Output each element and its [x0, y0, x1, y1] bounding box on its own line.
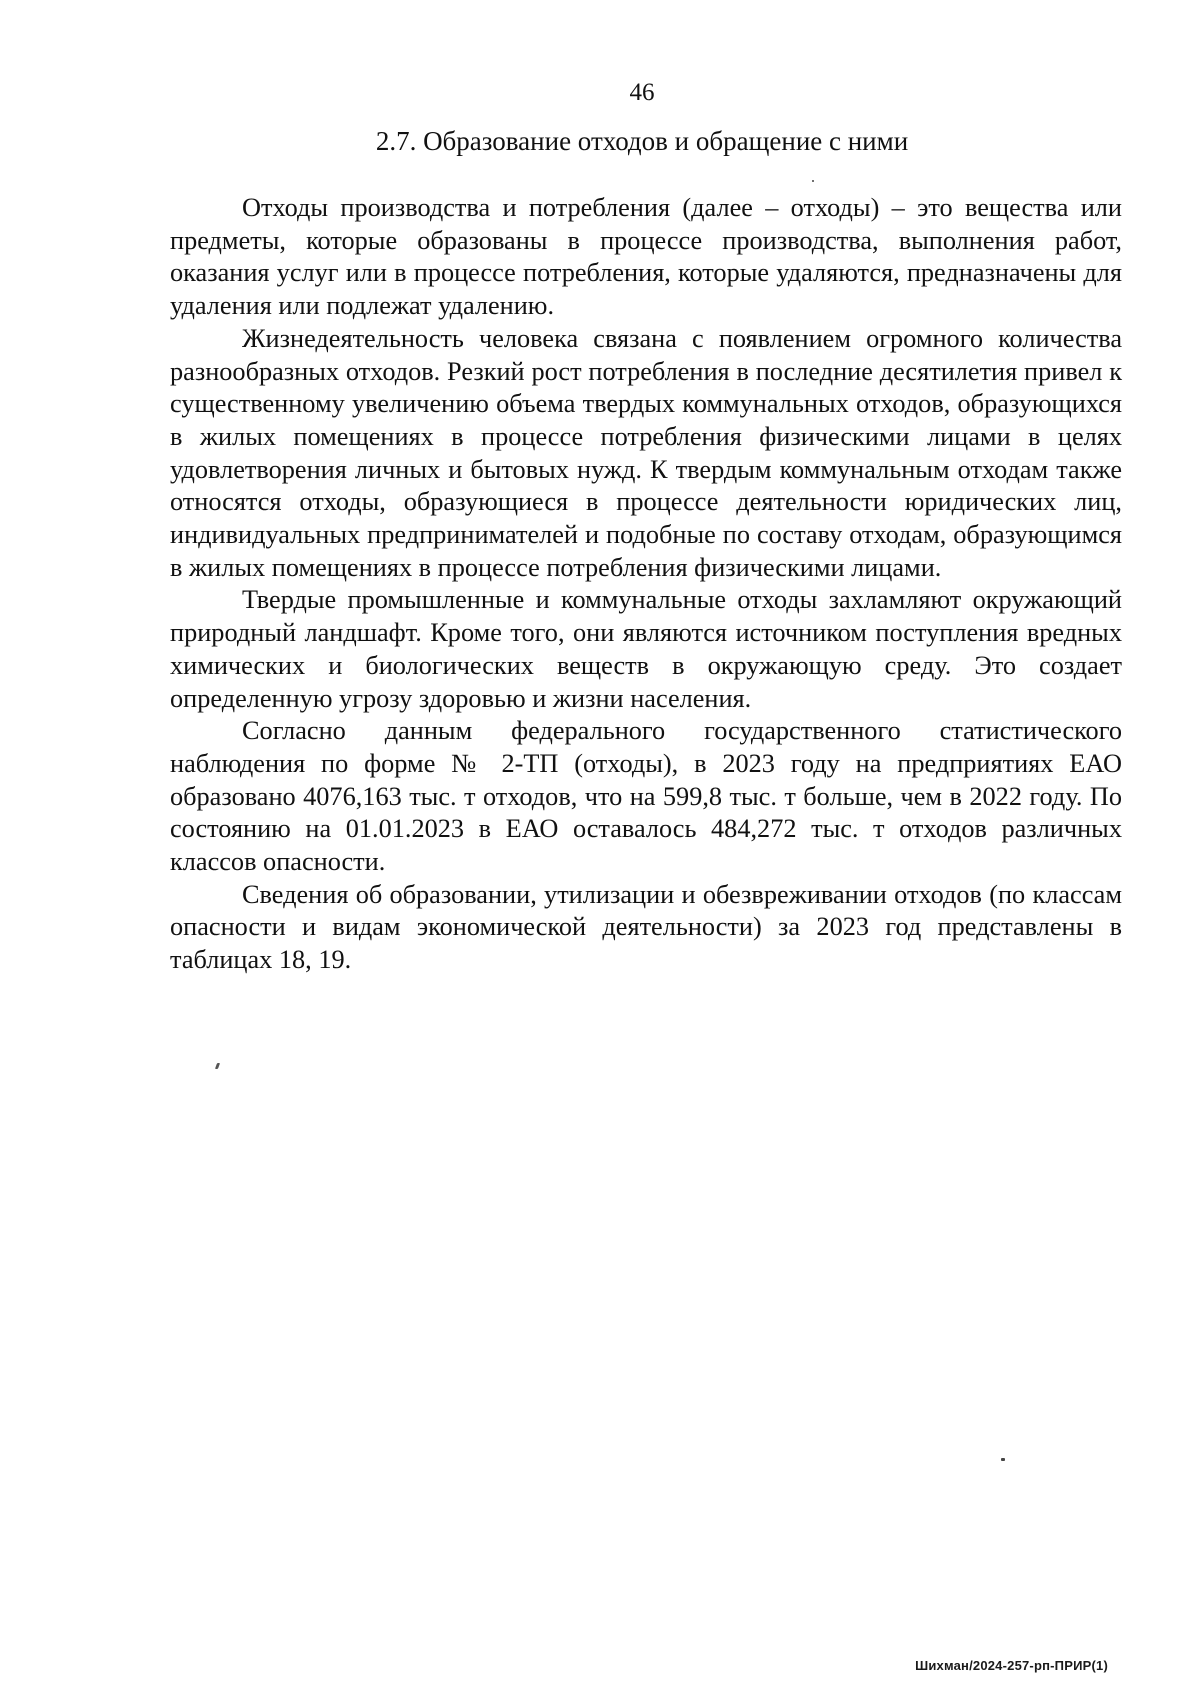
paragraph-tables-reference: Сведения об образовании, утилизации и обезвреживании отходов (по классам опасности и видам экономической деятельности) за 2023 год представлены в таблицах 18, 19.: [170, 879, 1122, 975]
scan-speck: [1001, 1458, 1005, 1461]
document-footer-code: Шихман/2024-257-рп-ПРИР(1): [915, 1658, 1108, 1673]
scan-speck: [812, 180, 814, 182]
scan-speck: [215, 1063, 220, 1069]
body-text: [170, 192, 1122, 977]
section-heading: 2.7. Образование отходов и обращение с ними: [375, 126, 909, 156]
paragraph-definition: Отходы производства и потребления (далее – отходы) – это вещества или предметы, которые образованы в процессе производства, выполнения работ, оказания услуг или в процессе потребления, которые удаляются, предназначены для удаления или подлежат удалению.: [170, 193, 1122, 321]
paragraph-environmental-impact: Твердые промышленные и коммунальные отходы захламляют окружающий природный ландшафт. Кроме того, они являются источником поступления вредных химических и биологических веществ в окружающую среду. Это создает определенную угрозу здоровью и жизни населения.: [170, 585, 1122, 713]
paragraph-statistics: Согласно данным федерального государственного статистического наблюдения по форме № 2-ТП (отходы), в 2023 году на предприятиях ЕАО образовано 4076,163 тыс. т отходов, что на 599,8 тыс. т больше, чем в 2022 году. По состоянию на 01.01.2023 в ЕАО оставалось 484,272 тыс. т отходов различных классов опасности.: [170, 716, 1122, 877]
page-number: 46: [629, 79, 655, 106]
paragraph-household-waste: Жизнедеятельность человека связана с появлением огромного количества разнообразных отходов. Резкий рост потребления в последние десятилетия привел к существенному увеличению объема твердых коммунальных отходов, образующихся в жилых помещениях в процессе потребления физическими лицами в целях удовлетворения личных и бытовых нужд. К твердым коммунальным отходам также относятся отходы, образующиеся в процессе деятельности юридических лиц, индивидуальных предпринимателей и подобные по составу отходам, образующимся в жилых помещениях в процессе потребления физическими лицами.: [170, 323, 1122, 582]
